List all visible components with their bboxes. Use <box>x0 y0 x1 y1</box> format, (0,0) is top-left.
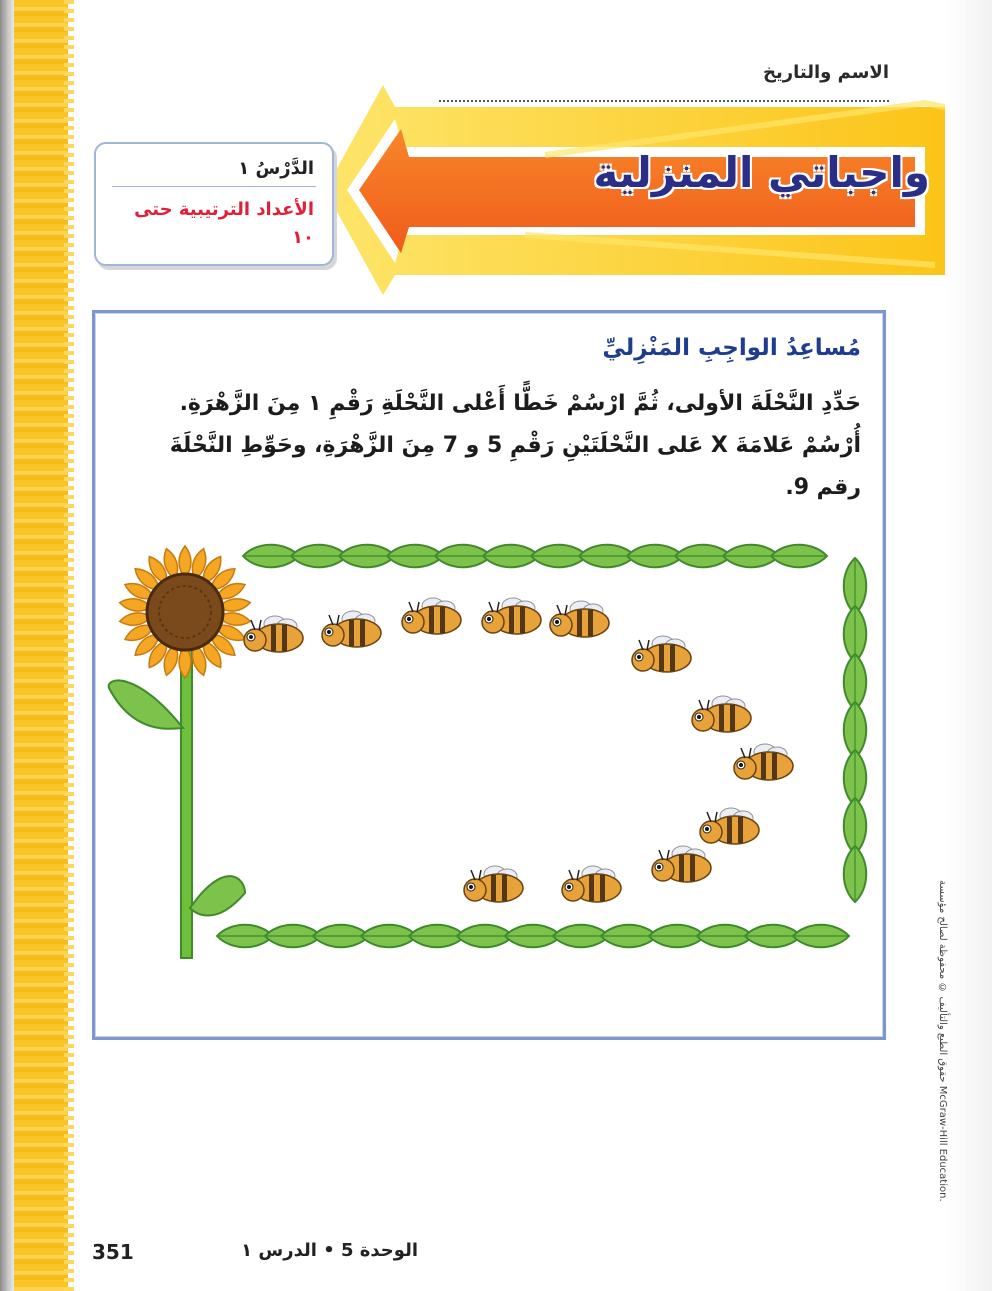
bee <box>482 598 541 634</box>
bee <box>652 846 711 882</box>
bee <box>322 611 381 647</box>
sunflower <box>109 546 252 958</box>
bee <box>700 808 759 844</box>
leaf <box>844 846 867 902</box>
leaf <box>793 925 849 948</box>
instructions-text: حَدِّدِ النَّحْلَةَ الأولى، ثُمَّ ارْسُمْ خَطًّا أَعْلى النَّحْلَةِ رَقْمِ ١ مِنَ الزَّهْرَةِ. أُرْسُمْ عَلامَةَ X عَلى النَّحْلَتَيْنِ رَقْمِ 5 و 7 مِنَ الزَّهْرَةِ، وحَوِّطِ النَّحْلَةَ رقم 9. <box>169 391 861 500</box>
unit-lesson-label: الوحدة 5 • الدرس ١ <box>241 1240 418 1261</box>
bees <box>244 598 793 902</box>
page-edge <box>944 0 992 1291</box>
bee <box>464 866 523 902</box>
bee <box>562 866 621 902</box>
lesson-topic: الأعداد الترتيبية حتى ١٠ <box>134 199 314 248</box>
lesson-label: الدَّرْسُ ١ <box>238 158 314 179</box>
lesson-card <box>94 142 334 266</box>
helper-title: مُساعِدُ الواجِبِ المَنْزِليِّ <box>602 335 861 361</box>
sunflower-leaf-left <box>109 680 183 728</box>
homework-helper-box <box>92 310 886 1040</box>
bee <box>632 636 691 672</box>
sunflower-leaf-right <box>190 876 245 915</box>
sunflower-stem <box>181 648 192 958</box>
page-title: واجباتي المنزلية <box>593 148 930 197</box>
decorative-yellow-border <box>14 0 68 1291</box>
leaf <box>771 545 827 568</box>
bee <box>550 601 609 637</box>
bee <box>692 696 751 732</box>
bee <box>734 744 793 780</box>
lesson-divider <box>112 186 316 187</box>
bee <box>402 598 461 634</box>
copyright-note: حقوق الطبع والتأليف © محفوظة لصالح مؤسسة McGraw-Hill Education. <box>937 880 948 1202</box>
name-date-label: الاسم والتاريخ <box>763 62 889 83</box>
book-spine-shadow <box>0 0 14 1291</box>
page-number: 351 <box>92 1240 134 1264</box>
bee <box>244 616 303 652</box>
bee-scene <box>95 538 883 1028</box>
